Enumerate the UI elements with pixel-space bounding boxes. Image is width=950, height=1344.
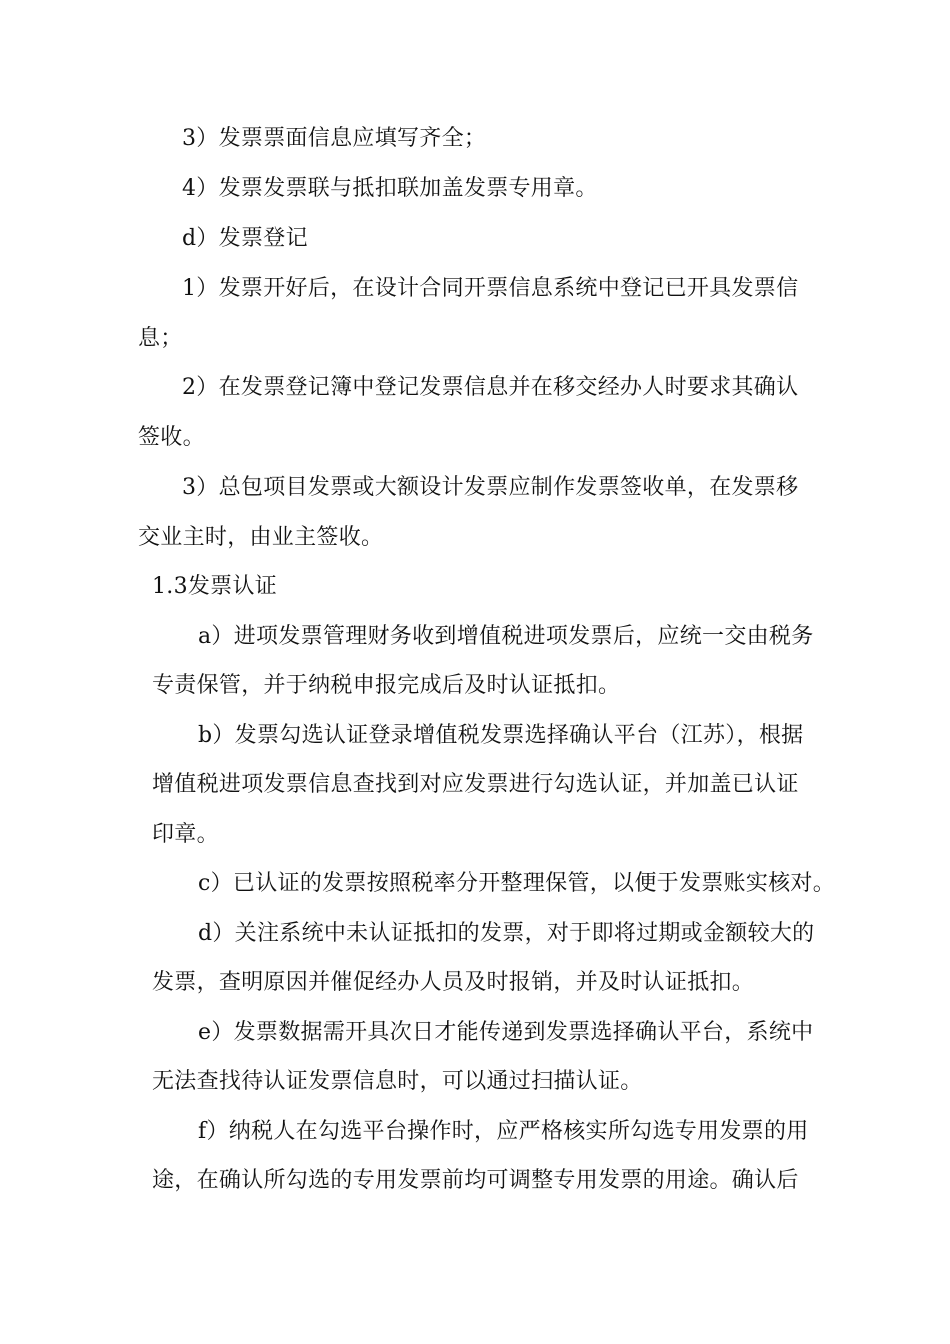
text-line: e）发票数据需开具次日才能传递到发票选择确认平台，系统中 — [198, 1020, 814, 1045]
text-line: 增值税进项发票信息查找到对应发票进行勾选认证，并加盖已认证 — [152, 772, 799, 797]
text-line: 途，在确认所勾选的专用发票前均可调整专用发票的用途。确认后 — [152, 1168, 799, 1193]
text-line: a）进项发票管理财务收到增值税进项发票后，应统一交由税务 — [198, 624, 814, 649]
text-line: 3）总包项目发票或大额设计发票应制作发票签收单，在发票移 — [182, 475, 799, 500]
text-line: 4）发票发票联与抵扣联加盖发票专用章。 — [182, 176, 598, 201]
text-line: 印章。 — [152, 822, 219, 847]
text-line: 息； — [138, 326, 183, 351]
text-line: 发票，查明原因并催促经办人员及时报销，并及时认证抵扣。 — [152, 970, 755, 995]
text-line: 3）发票票面信息应填写齐全； — [182, 126, 487, 151]
text-line: 1）发票开好后，在设计合同开票信息系统中登记已开具发票信 — [182, 276, 799, 301]
text-line: b）发票勾选认证登录增值税发票选择确认平台（江苏），根据 — [198, 723, 804, 748]
section-heading: d）发票登记 — [182, 226, 308, 251]
text-line: 签收。 — [138, 425, 205, 450]
text-line: f）纳税人在勾选平台操作时，应严格核实所勾选专用发票的用 — [198, 1119, 809, 1144]
text-line: d）关注系统中未认证抵扣的发票，对于即将过期或金额较大的 — [198, 921, 815, 946]
text-line: 无法查找待认证发票信息时，可以通过扫描认证。 — [152, 1069, 643, 1094]
text-line: 交业主时，由业主签收。 — [138, 525, 384, 550]
text-line: 专责保管，并于纳税申报完成后及时认证抵扣。 — [152, 673, 621, 698]
text-line: 2）在发票登记簿中登记发票信息并在移交经办人时要求其确认 — [182, 375, 799, 400]
text-line: c）已认证的发票按照税率分开整理保管，以便于发票账实核对。 — [198, 871, 836, 896]
section-heading: 1.3发票认证 — [152, 574, 278, 599]
